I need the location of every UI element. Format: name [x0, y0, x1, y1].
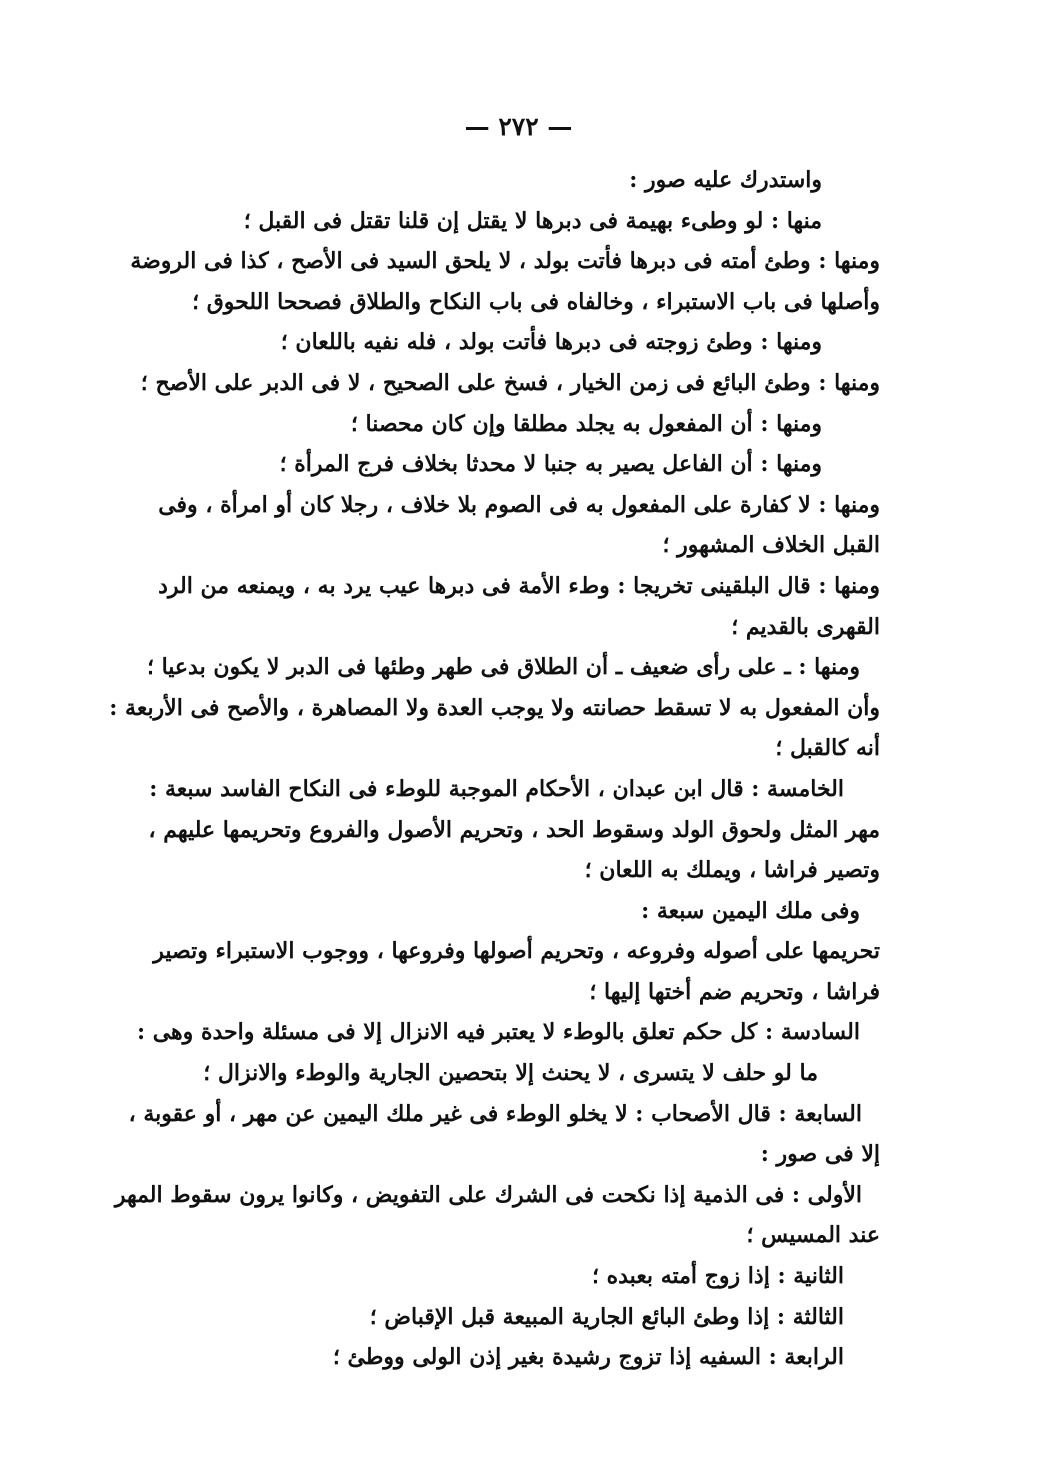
- text-line: الخامسة : قال ابن عبدان ، الأحكام الموجبة للوطء فى النكاح الفاسد سبعة :: [149, 775, 844, 802]
- text-line: إلا فى صور :: [760, 1141, 880, 1168]
- page-number: — ٢٧٢ —: [464, 112, 573, 141]
- text-line: أنه كالقبل ؛: [775, 735, 880, 762]
- text-line: القهرى بالقديم ؛: [731, 613, 880, 640]
- text-line: ما لو حلف لا يتسرى ، لا يحنث إلا بتحصين الجارية والوطء والانزال ؛: [203, 1060, 818, 1087]
- text-line: مهر المثل ولحوق الولد وسقوط الحد ، وتحريم الأصول والفروع وتحريمها عليهم ،: [148, 816, 880, 843]
- text-line: القبل الخلاف المشهور ؛: [662, 532, 880, 559]
- text-line: وتصير فراشا ، ويملك به اللعان ؛: [584, 857, 880, 884]
- text-line: الثالثة : إذا وطئ البائع الجارية المبيعة قبل الإقباض ؛: [369, 1303, 844, 1330]
- text-line: عند المسيس ؛: [746, 1222, 880, 1249]
- text-line: منها : لو وطىء بهيمة فى دبرها لا يقتل إن قلنا تقتل فى القبل ؛: [243, 207, 822, 234]
- text-line: تحريمها على أصوله وفروعه ، وتحريم أصولها وفروعها ، ووجوب الاستبراء وتصير: [153, 938, 880, 965]
- text-line: ومنها : لا كفارة على المفعول به فى الصوم بلا خلاف ، رجلا كان أو امرأة ، وفى: [158, 491, 880, 518]
- text-line: واستدرك عليه صور :: [629, 167, 822, 193]
- text-line: وأصلها فى باب الاستبراء ، وخالفاه فى باب النكاح والطلاق فصححا اللحوق ؛: [192, 288, 880, 315]
- text-line: وفى ملك اليمين سبعة :: [641, 897, 860, 924]
- text-line: ومنها : وطئ زوجته فى دبرها فأتت بولد ، فله نفيه باللعان ؛: [280, 329, 822, 356]
- body-text: [109, 160, 880, 1378]
- text-line: وأن المفعول به لا تسقط حصانته ولا يوجب العدة ولا المصاهرة ، والأصح فى الأربعة :: [109, 694, 880, 721]
- text-line: السابعة : قال الأصحاب : لا يخلو الوطء فى غير ملك اليمين عن مهر ، أو عقوبة ،: [128, 1100, 862, 1127]
- text-line: ومنها : أن الفاعل يصير به جنبا لا محدثا بخلاف فرج المرأة ؛: [279, 451, 822, 478]
- text-line: ومنها : قال البلقينى تخريجا : وطء الأمة فى دبرها عيب يرد به ، ويمنعه من الرد: [158, 572, 880, 599]
- text-line: ومنها : أن المفعول به يجلد مطلقا وإن كان محصنا ؛: [350, 410, 822, 437]
- text-line: ومنها : وطئ البائع فى زمن الخيار ، فسخ على الصحيح ، لا فى الدبر على الأصح ؛: [140, 369, 880, 396]
- text-line: الثانية : إذا زوج أمته بعبده ؛: [591, 1263, 844, 1290]
- text-line: ومنها : ـ على رأى ضعيف ـ أن الطلاق فى طهر وطئها فى الدبر لا يكون بدعيا ؛: [146, 654, 860, 681]
- text-line: الرابعة : السفيه إذا تزوج رشيدة بغير إذن الولى ووطئ ؛: [332, 1344, 844, 1371]
- text-line: فراشا ، وتحريم ضم أختها إليها ؛: [589, 978, 880, 1005]
- text-line: الأولى : فى الذمية إذا نكحت فى الشرك على التفويض ، وكانوا يرون سقوط المهر: [114, 1181, 862, 1208]
- text-line: ومنها : وطئ أمته فى دبرها فأتت بولد ، لا يلحق السيد فى الأصح ، كذا فى الروضة: [130, 248, 880, 275]
- text-line: السادسة : كل حكم تعلق بالوطء لا يعتبر فيه الانزال إلا فى مسئلة واحدة وهى :: [136, 1019, 860, 1046]
